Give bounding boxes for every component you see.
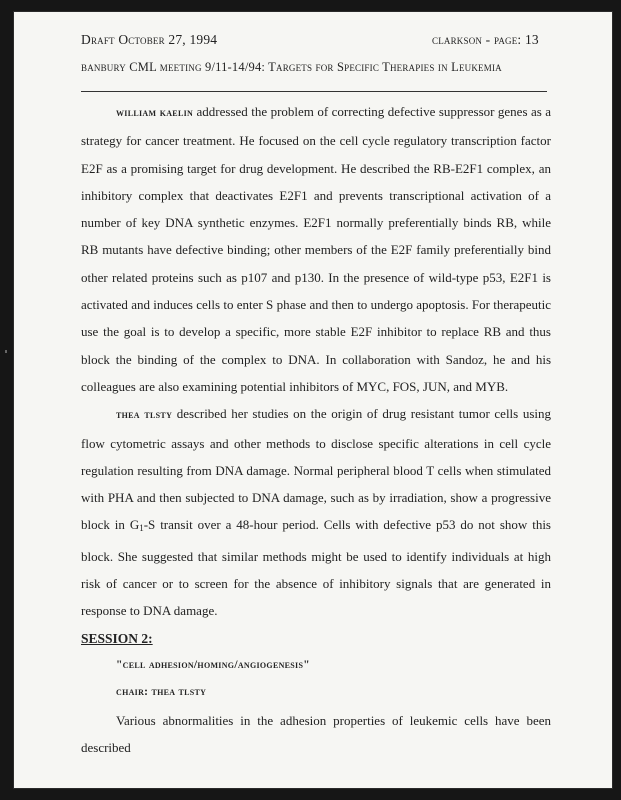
- header-page-number: clarkson - page: 13: [432, 32, 539, 47]
- session-chair: chair: thea tlsty: [116, 686, 207, 699]
- paragraph-kaelin-text: addressed the problem of correcting defective suppressor genes as a strategy for cancer treatment. He focused on the cell cycle regulatory transcription factor E2F as a promising target for drug development. He described the RB-E2F1 complex, an inhibitory complex that deactivates E2F1 and prevents transcriptional activation of a number of key DNA synthetic enzymes. E2F1 normally preferentially binds RB, while RB mutants have defective binding; other members of the E2F family preferentially bind other related proteins such as p107 and p130. In the presence of wild-type p53, E2F1 is activated and induces cells to enter S phase and then to undergo apoptosis. For therapeutic use the goal is to develop a specific, more stable E2F inhibitor to replace RB and thus block the binding of the complex to DNA. In collaboration with Sandoz, he and his colleagues are also examining potential inhibitors of MYC, FOS, JUN, and MYB.: [81, 104, 552, 394]
- paragraph-tlsty-text-1: described her studies on the origin of drug resistant tumor cells using flow cytometric assays and other methods to disclose specific alterations in cell cycle regulation resulting from DNA damage. Normal peripheral blood T cells when stimulated with PHA and then subjected to DNA damage, such as by irradiation, show a progressive block in G: [81, 406, 552, 533]
- session-intro: Various abnormalities in the adhesion properties of leukemic cells have been described: [81, 712, 551, 755]
- session-title: "cell adhesion/homing/angiogenesis": [116, 658, 310, 671]
- header-date: Draft October 27, 1994: [81, 32, 218, 47]
- speaker-name-kaelin: william kaelin: [116, 107, 194, 119]
- paragraph-tlsty-text-2: -S transit over a 48-hour period. Cells with defective p53 do not show this block. She suggested that similar methods might be used to identify individuals at high risk of cancer or to screen for the absence of inhibitory signals that are generated in response to DNA damage.: [81, 517, 551, 619]
- speaker-name-tlsty: thea tlsty: [116, 409, 173, 422]
- header-meeting-title: banbury CML meeting 9/11-14/94: Targets for Specific Therapies in Leukemia: [81, 60, 502, 74]
- paragraph-tlsty: [81, 400, 551, 624]
- scan-speck: [5, 350, 7, 353]
- paragraph-kaelin: [81, 98, 551, 400]
- document-body: [81, 98, 551, 761]
- subscript-g1: 1: [139, 523, 144, 534]
- document-page: [14, 12, 612, 788]
- header-rule: [81, 91, 547, 92]
- session-heading: SESSION 2:: [81, 630, 153, 646]
